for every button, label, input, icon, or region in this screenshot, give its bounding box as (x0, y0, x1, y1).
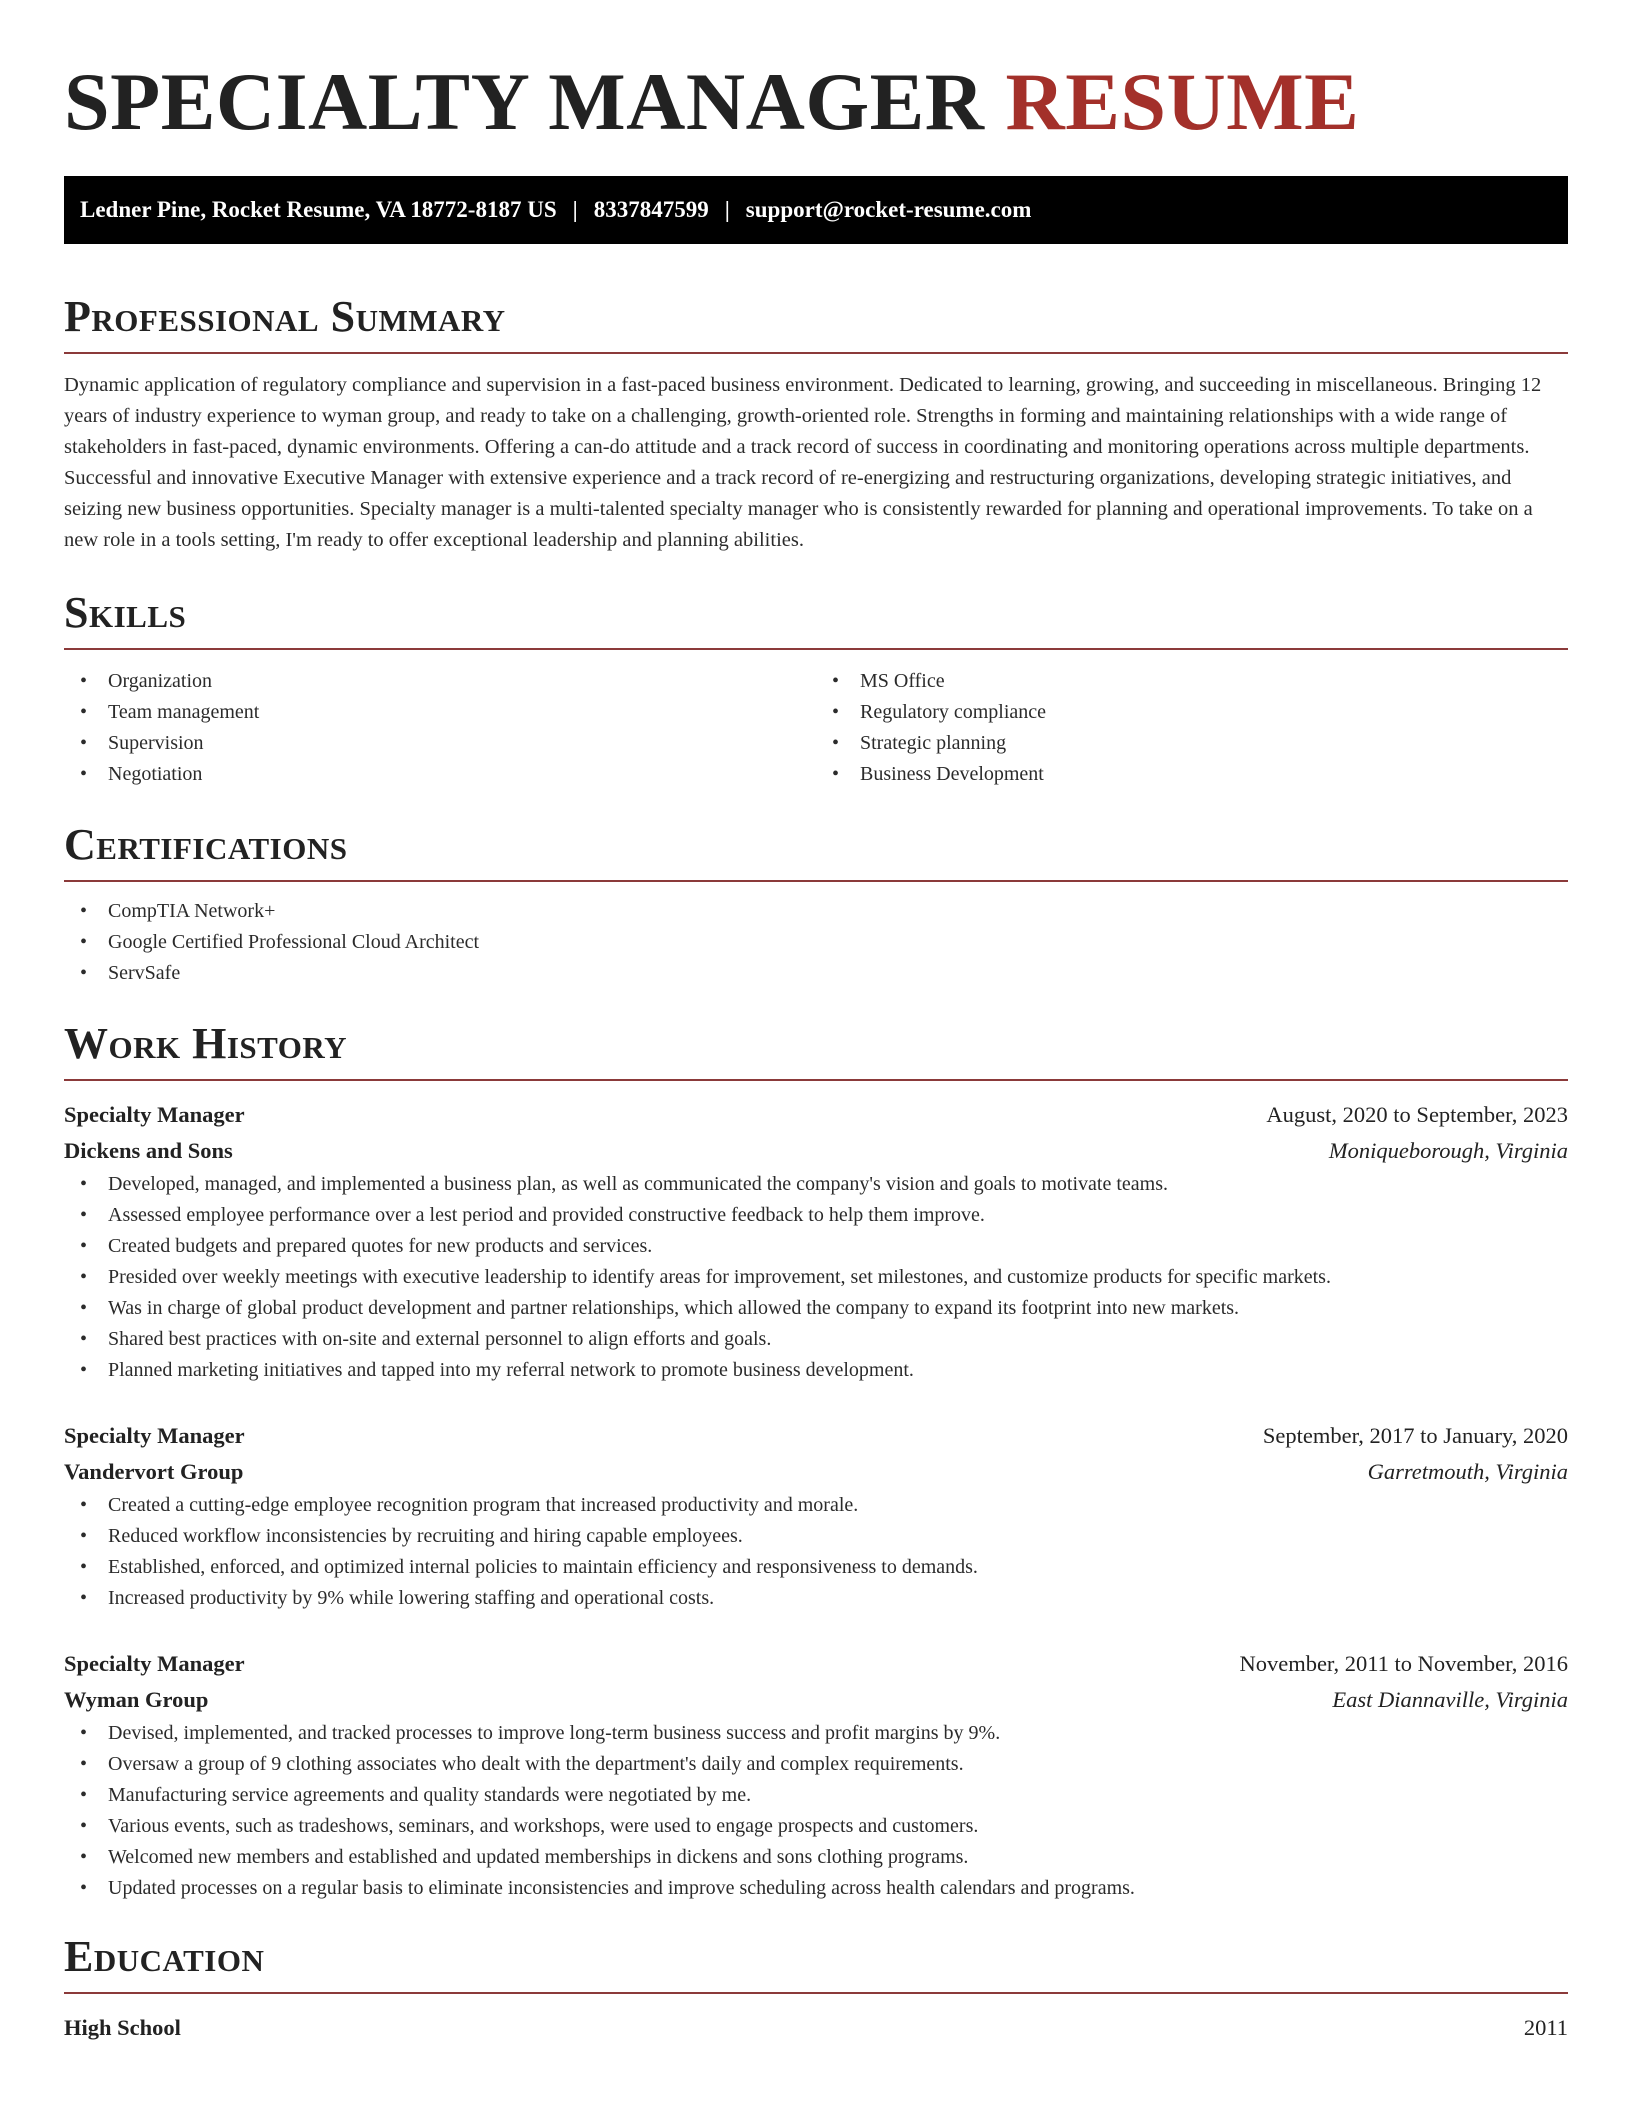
job-bullet: • Created budgets and prepared quotes for new products and services. (64, 1231, 1568, 1262)
job-dates: August, 2020 to September, 2023 (1266, 1102, 1568, 1127)
contact-address: Ledner Pine, Rocket Resume, VA 18772-8187 US (80, 197, 557, 222)
education-year: 2011 (1523, 2015, 1568, 2040)
contact-separator: | (572, 197, 578, 222)
section-heading-summary: Professional Summary (64, 292, 506, 341)
skill-item: • Strategic planning (816, 728, 1568, 759)
skill-item: • Team management (64, 697, 816, 728)
job-title: Specialty Manager (64, 1651, 245, 1676)
section-divider (64, 880, 1568, 882)
summary-section (64, 292, 1568, 556)
job-bullet: • Established, enforced, and optimized internal policies to maintain efficiency and responsiveness to demands. (64, 1552, 1568, 1583)
job-bullet: • Various events, such as tradeshows, seminars, and workshops, were used to engage prospects and customers. (64, 1811, 1568, 1842)
skills-section (64, 588, 1568, 790)
job-title: Specialty Manager (64, 1423, 245, 1448)
job-subheader (64, 1454, 1568, 1490)
job-bullet: • Oversaw a group of 9 clothing associates who dealt with the department's daily and complex requirements. (64, 1749, 1568, 1780)
job-bullet: • Planned marketing initiatives and tapped into my referral network to promote business development. (64, 1355, 1568, 1386)
certification-item: • Google Certified Professional Cloud Architect (64, 927, 1568, 958)
title-main: SPECIALTY MANAGER (64, 56, 985, 147)
job-header (64, 1646, 1568, 1682)
job-bullet: • Increased productivity by 9% while lowering staffing and operational costs. (64, 1583, 1568, 1614)
job-dates: September, 2017 to January, 2020 (1262, 1423, 1568, 1448)
summary-text: Dynamic application of regulatory compliance and supervision in a fast-paced business environment. Dedicated to learning, growing, and succeeding in miscellaneous. Bringing 12 years of industry experience to wyman group, and ready to take on a challenging, growth-oriented role. Strengths in forming and maintaining relationships with a wide range of stakeholders in fast-paced, dynamic environments. Offering a can-do attitude and a track record of success in coordinating and monitoring operations across multiple departments. Successful and innovative Executive Manager with extensive experience and a track record of re-energizing and restructuring organizations, developing strategic initiatives, and seizing new business opportunities. Specialty manager is a multi-talented specialty manager who is consistently rewarded for planning and operational improvements. To take on a new role in a tools setting, I'm ready to offer exceptional leadership and planning abilities. (64, 374, 1542, 551)
job-bullets (64, 1169, 1568, 1386)
job-bullet: • Reduced workflow inconsistencies by recruiting and hiring capable employees. (64, 1521, 1568, 1552)
job-bullet: • Manufacturing service agreements and quality standards were negotiated by me. (64, 1780, 1568, 1811)
section-divider (64, 1992, 1568, 1994)
contact-phone: 8337847599 (593, 197, 709, 222)
job-location: Garretmouth, Virginia (1367, 1459, 1568, 1484)
contact-bar (64, 176, 1568, 244)
job-company: Dickens and Sons (64, 1138, 233, 1163)
resume-title (64, 56, 1568, 148)
job-entry (64, 1097, 1568, 1386)
job-subheader (64, 1682, 1568, 1718)
certifications-list (64, 896, 1568, 989)
skills-list-left (64, 666, 816, 790)
title-accent: RESUME (1005, 56, 1360, 147)
certification-item: • CompTIA Network+ (64, 896, 1568, 927)
education-degree: High School (64, 2015, 181, 2040)
job-entry (64, 1646, 1568, 1904)
job-bullet: • Created a cutting-edge employee recognition program that increased productivity and morale. (64, 1490, 1568, 1521)
job-title: Specialty Manager (64, 1102, 245, 1127)
job-bullet: • Assessed employee performance over a lest period and provided constructive feedback to help them improve. (64, 1200, 1568, 1231)
skill-item: • Organization (64, 666, 816, 697)
job-location: Moniqueborough, Virginia (1328, 1138, 1568, 1163)
job-bullets (64, 1490, 1568, 1614)
contact-email: support@rocket-resume.com (745, 197, 1032, 222)
section-divider (64, 648, 1568, 650)
job-bullet: • Updated processes on a regular basis to eliminate inconsistencies and improve scheduling across health calendars and programs. (64, 1873, 1568, 1904)
work-history-section (64, 1019, 1568, 1904)
education-section (64, 1932, 1568, 2046)
contact-separator: | (724, 197, 730, 222)
job-header (64, 1097, 1568, 1133)
job-bullet: • Devised, implemented, and tracked processes to improve long-term business success and profit margins by 9%. (64, 1718, 1568, 1749)
certifications-section (64, 820, 1568, 989)
job-dates: November, 2011 to November, 2016 (1239, 1651, 1568, 1676)
job-entry (64, 1418, 1568, 1614)
skill-item: • Regulatory compliance (816, 697, 1568, 728)
job-bullet: • Developed, managed, and implemented a business plan, as well as communicated the company's vision and goals to motivate teams. (64, 1169, 1568, 1200)
section-heading-skills: Skills (64, 588, 187, 637)
job-company: Vandervort Group (64, 1459, 244, 1484)
education-entry (64, 2010, 1568, 2046)
job-bullet: • Shared best practices with on-site and external personnel to align efforts and goals. (64, 1324, 1568, 1355)
job-bullets (64, 1718, 1568, 1904)
skill-item: • MS Office (816, 666, 1568, 697)
skills-list-right (816, 666, 1568, 790)
section-heading-work-history: Work History (64, 1019, 348, 1068)
section-heading-education: Education (64, 1932, 265, 1981)
certification-item: • ServSafe (64, 958, 1568, 989)
skill-item: • Supervision (64, 728, 816, 759)
job-header (64, 1418, 1568, 1454)
job-company: Wyman Group (64, 1687, 209, 1712)
section-divider (64, 352, 1568, 354)
job-bullet: • Was in charge of global product development and partner relationships, which allowed the company to expand its footprint into new markets. (64, 1293, 1568, 1324)
job-subheader (64, 1133, 1568, 1169)
section-heading-certifications: Certifications (64, 820, 348, 869)
job-location: East Diannaville, Virginia (1332, 1687, 1568, 1712)
skills-grid (64, 666, 1568, 790)
skill-item: • Negotiation (64, 759, 816, 790)
skill-item: • Business Development (816, 759, 1568, 790)
section-divider (64, 1079, 1568, 1081)
job-bullet: • Presided over weekly meetings with executive leadership to identify areas for improvement, set milestones, and customize products for specific markets. (64, 1262, 1568, 1293)
job-bullet: • Welcomed new members and established and updated memberships in dickens and sons clothing programs. (64, 1842, 1568, 1873)
